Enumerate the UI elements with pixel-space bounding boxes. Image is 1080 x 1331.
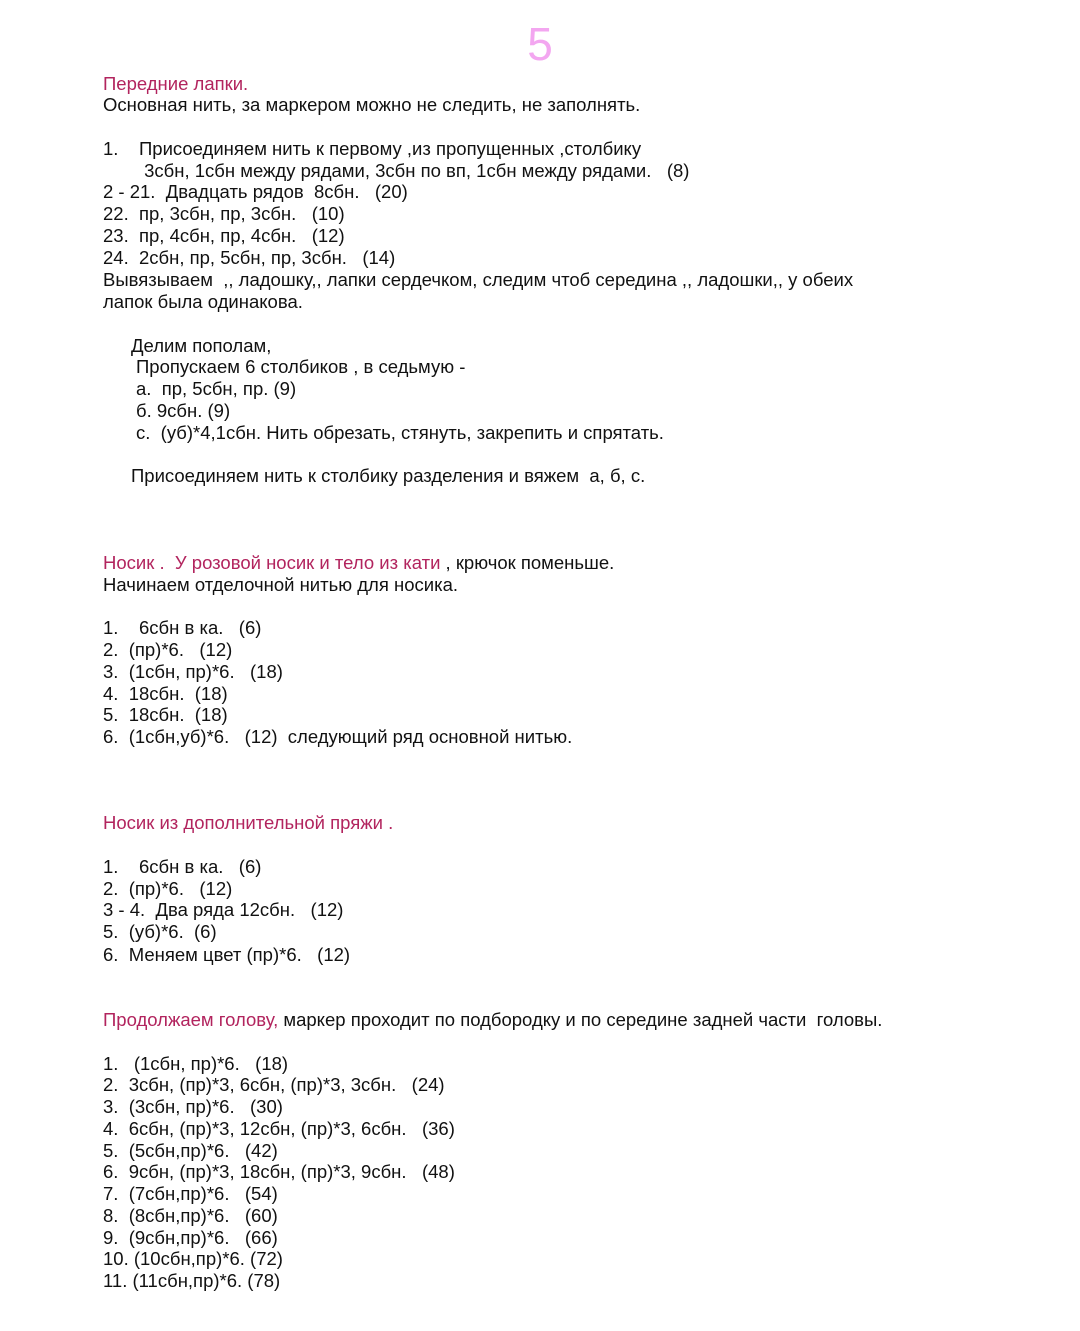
head-row: 11. (11сбн,пр)*6. (78) (103, 1270, 281, 1291)
nose-row: 6. (1сбн,уб)*6. (12) следующий ряд основной нитью. (103, 726, 573, 747)
nose-row: 5. 18сбн. (18) (103, 704, 228, 725)
head-row: 2. 3сбн, (пр)*3, 6сбн, (пр)*3, 3сбн. (24) (103, 1074, 445, 1095)
front-paws-row: 22. пр, 3сбн, пр, 3сбн. (10) (103, 203, 345, 224)
front-paws-intro: Основная нить, за маркером можно не следить, не заполнять. (103, 94, 641, 115)
front-paws-row: 1. Присоединяем нить к первому ,из пропущенных ,столбику (103, 138, 642, 159)
head-title-rest: маркер проходит по подбородку и по середине задней части головы. (278, 1009, 883, 1030)
section-title-nose-extra: Носик из дополнительной пряжи . (103, 812, 394, 833)
split-step: а. пр, 5сбн, пр. (9) (136, 378, 297, 399)
front-paws-row: 3сбн, 1сбн между рядами, 3сбн по вп, 1сбн между рядами. (8) (103, 160, 690, 181)
head-row: 10. (10сбн,пр)*6. (72) (103, 1248, 283, 1269)
head-row: 9. (9сбн,пр)*6. (66) (103, 1227, 278, 1248)
nose-extra-row: 5. (уб)*6. (6) (103, 921, 217, 942)
split-skip: Пропускаем 6 столбиков , в седьмую - (136, 356, 466, 377)
nose-extra-row: 3 - 4. Два ряда 12сбн. (12) (103, 899, 344, 920)
front-paws-note: Вывязываем ,, ладошку,, лапки сердечком, следим чтоб середина ,, ладошки,, у обеих (103, 269, 854, 290)
head-row: 3. (3сбн, пр)*6. (30) (103, 1096, 283, 1117)
head-title-highlight: Продолжаем голову, (103, 1009, 279, 1030)
split-title: Делим пополам, (131, 335, 272, 356)
head-row: 1. (1сбн, пр)*6. (18) (103, 1053, 289, 1074)
head-row: 8. (8сбн,пр)*6. (60) (103, 1205, 278, 1226)
split-step: б. 9сбн. (9) (136, 400, 231, 421)
nose-extra-row: 6. Меняем цвет (пр)*6. (12) (103, 944, 351, 965)
nose-extra-row: 1. 6сбн в ка. (6) (103, 856, 262, 877)
nose-title-rest: , крючок поменьше. (440, 552, 615, 573)
page-number: 5 (527, 18, 553, 70)
nose-intro: Начинаем отделочной нитью для носика. (103, 574, 459, 595)
head-row: 7. (7сбн,пр)*6. (54) (103, 1183, 278, 1204)
head-row: 4. 6сбн, (пр)*3, 12сбн, (пр)*3, 6сбн. (36) (103, 1118, 455, 1139)
section-title-head (103, 1009, 882, 1031)
nose-row: 1. 6сбн в ка. (6) (103, 617, 262, 638)
nose-extra-row: 2. (пр)*6. (12) (103, 878, 233, 899)
front-paws-row: 2 - 21. Двадцать рядов 8сбн. (20) (103, 181, 408, 202)
split-join: Присоединяем нить к столбику разделения и вяжем а, б, с. (131, 465, 646, 486)
section-title-nose (103, 552, 614, 574)
head-row: 6. 9сбн, (пр)*3, 18сбн, (пр)*3, 9сбн. (48) (103, 1161, 455, 1182)
front-paws-note: лапок была одинакова. (103, 291, 303, 312)
section-title-front-paws: Передние лапки. (103, 73, 249, 94)
split-step: с. (уб)*4,1сбн. Нить обрезать, стянуть, закрепить и спрятать. (136, 422, 664, 443)
head-row: 5. (5сбн,пр)*6. (42) (103, 1140, 278, 1161)
nose-row: 2. (пр)*6. (12) (103, 639, 233, 660)
nose-row: 4. 18сбн. (18) (103, 683, 228, 704)
nose-title-highlight: Носик . У розовой носик и тело из кати (103, 552, 441, 573)
front-paws-row: 23. пр, 4сбн, пр, 4сбн. (12) (103, 225, 345, 246)
nose-row: 3. (1сбн, пр)*6. (18) (103, 661, 283, 682)
front-paws-row: 24. 2сбн, пр, 5сбн, пр, 3сбн. (14) (103, 247, 396, 268)
